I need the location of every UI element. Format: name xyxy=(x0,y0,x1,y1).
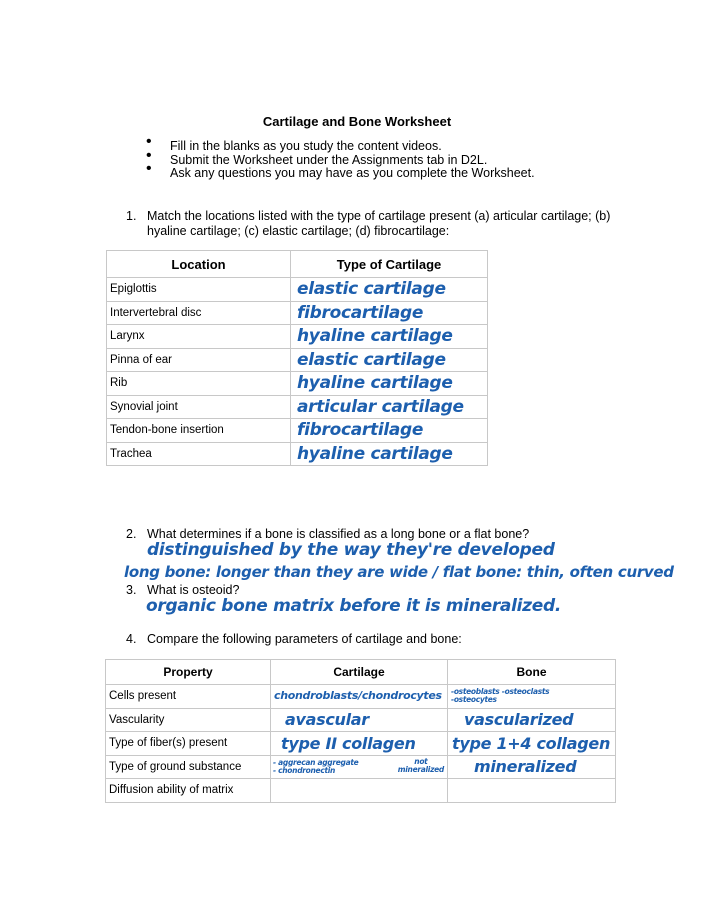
bone-answer-cell xyxy=(448,685,616,709)
location-cell: Rib xyxy=(107,372,291,396)
column-header-property: Property xyxy=(106,660,271,685)
question-text: What is osteoid? xyxy=(147,583,240,597)
bone-answer-line: -osteoblasts -osteoclasts xyxy=(451,687,550,697)
cartilage-bone-comparison-table xyxy=(105,659,616,803)
question-text: Match the locations listed with the type of cartilage present (a) articular cartilage; (b) hyaline cartilage; (c) elastic cartilage; (d) fibrocartilage: xyxy=(147,209,611,238)
property-cell: Diffusion ability of matrix xyxy=(106,779,271,803)
table-row xyxy=(107,419,488,443)
table-row xyxy=(107,325,488,349)
property-cell: Type of ground substance xyxy=(106,755,271,779)
property-cell: Type of fiber(s) present xyxy=(106,732,271,756)
table-row xyxy=(106,779,616,803)
bone-answer-cell: mineralized xyxy=(448,755,616,779)
table-row xyxy=(106,708,616,732)
table-row xyxy=(106,732,616,756)
answer-cell: hyaline cartilage xyxy=(291,442,488,466)
handwritten-answer-q2-line1: distinguished by the way they're developed xyxy=(147,540,555,560)
table-header-row xyxy=(107,251,488,278)
property-cell: Vascularity xyxy=(106,708,271,732)
question-4 xyxy=(126,632,646,647)
worksheet-title: Cartilage and Bone Worksheet xyxy=(262,114,452,129)
question-number: 4. xyxy=(126,632,137,646)
cartilage-answer-cell xyxy=(271,755,448,779)
answer-cell: elastic cartilage xyxy=(291,348,488,372)
bone-answer-cell: vascularized xyxy=(448,708,616,732)
question-number: 1. xyxy=(126,209,137,223)
location-cell: Synovial joint xyxy=(107,395,291,419)
answer-cell: fibrocartilage xyxy=(291,419,488,443)
location-cell: Epiglottis xyxy=(107,278,291,302)
column-header-cartilage: Cartilage xyxy=(271,660,448,685)
table-row xyxy=(107,278,488,302)
answer-cell: fibrocartilage xyxy=(291,301,488,325)
question-text: What determines if a bone is classified as a long bone or a flat bone? xyxy=(147,527,530,541)
question-number: 3. xyxy=(126,583,137,597)
location-cell: Trachea xyxy=(107,442,291,466)
note-line: mineralized xyxy=(397,764,444,774)
answer-cell: elastic cartilage xyxy=(291,278,488,302)
note-line: not xyxy=(414,756,428,766)
cartilage-answer-line: - aggrecan aggregate xyxy=(273,757,359,767)
location-cell: Larynx xyxy=(107,325,291,349)
table-row xyxy=(107,395,488,419)
location-cell: Pinna of ear xyxy=(107,348,291,372)
handwritten-answer-q3: organic bone matrix before it is mineralized. xyxy=(146,596,562,616)
cartilage-answer-cell: chondroblasts/chondrocytes xyxy=(271,685,448,709)
bone-answer-cell xyxy=(448,779,616,803)
handwritten-answer-q2-line2: long bone: longer than they are wide / flat bone: thin, often curved xyxy=(124,563,674,581)
cartilage-answer-line: - chondronectin xyxy=(273,765,336,775)
table-row xyxy=(107,372,488,396)
property-cell: Cells present xyxy=(106,685,271,709)
question-1 xyxy=(126,209,646,238)
table-row xyxy=(107,348,488,372)
instruction-item: • Ask any questions you may have as you complete the Worksheet. xyxy=(146,167,535,181)
cartilage-answer-cell xyxy=(271,779,448,803)
column-header-type: Type of Cartilage xyxy=(291,251,488,278)
column-header-location: Location xyxy=(107,251,291,278)
cartilage-answer-cell: avascular xyxy=(271,708,448,732)
cartilage-answer-cell: type II collagen xyxy=(271,732,448,756)
table-row xyxy=(106,685,616,709)
table-row xyxy=(107,442,488,466)
bone-answer-line: -osteocytes xyxy=(451,695,497,705)
answer-cell: hyaline cartilage xyxy=(291,325,488,349)
instruction-item: • Submit the Worksheet under the Assignments tab in D2L. xyxy=(146,154,535,168)
column-header-bone: Bone xyxy=(448,660,616,685)
location-cell: Intervertebral disc xyxy=(107,301,291,325)
answer-cell: articular cartilage xyxy=(291,395,488,419)
table-row xyxy=(107,301,488,325)
table-row xyxy=(106,755,616,779)
question-text: Compare the following parameters of cartilage and bone: xyxy=(147,632,462,646)
location-cell: Tendon-bone insertion xyxy=(107,419,291,443)
cartilage-answer-note xyxy=(398,758,444,774)
answer-cell: hyaline cartilage xyxy=(291,372,488,396)
instructions-list xyxy=(146,140,535,181)
question-number: 2. xyxy=(126,527,137,541)
table-header-row xyxy=(106,660,616,685)
instruction-item: • Fill in the blanks as you study the content videos. xyxy=(146,140,535,154)
bone-answer-cell: type 1+4 collagen xyxy=(448,732,616,756)
cartilage-location-table xyxy=(106,250,488,466)
